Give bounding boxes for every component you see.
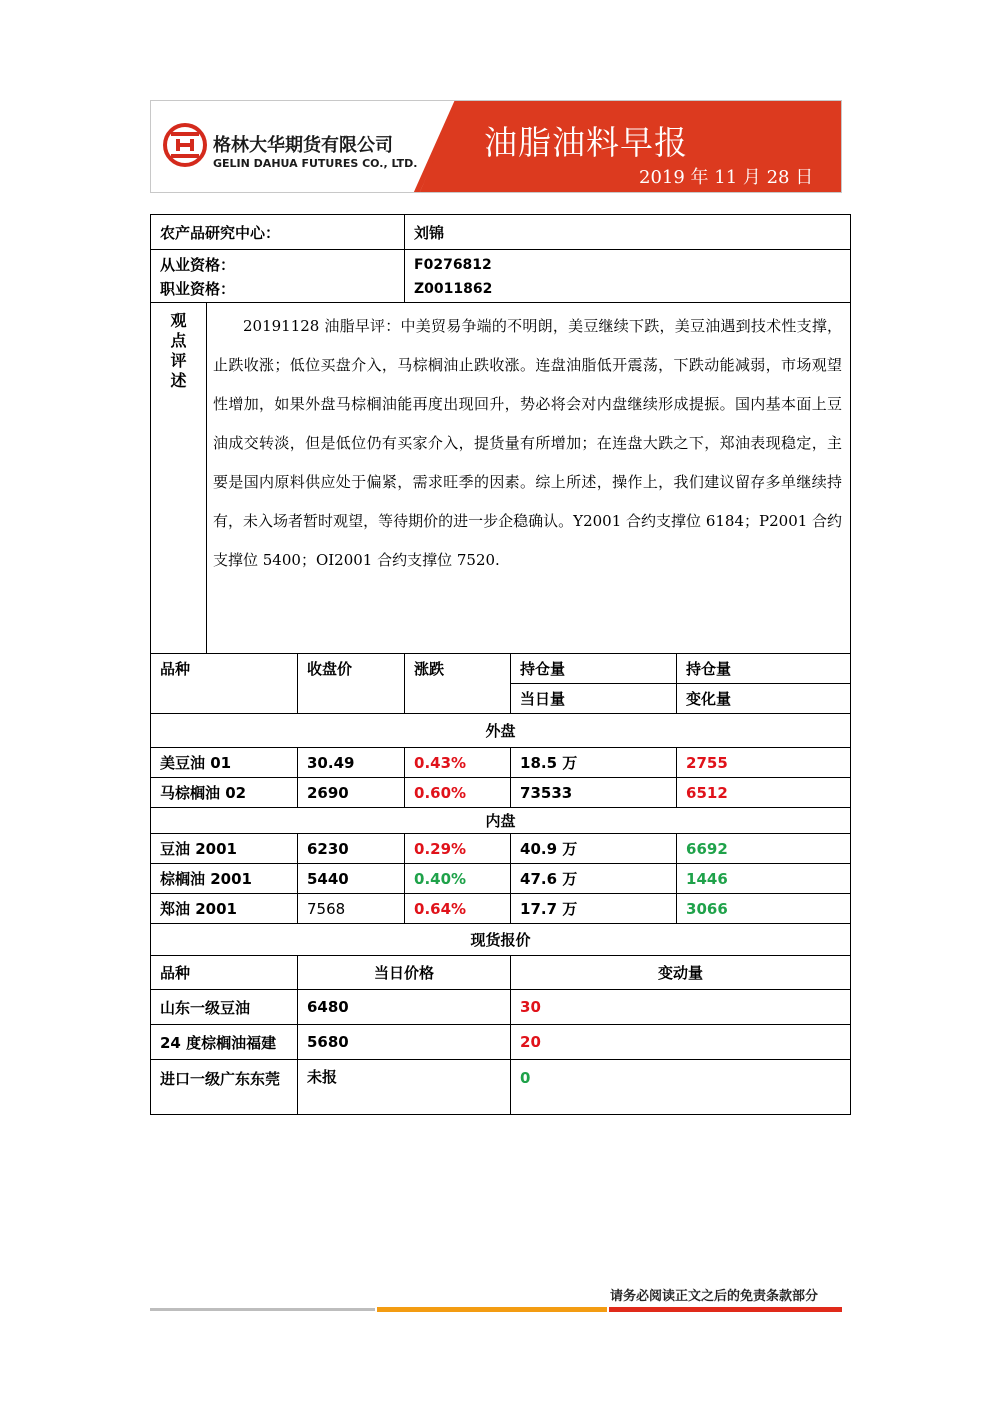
- spot-price-cell: 未报: [298, 1060, 511, 1115]
- commentary-label: 观点评述: [170, 311, 187, 390]
- qualification-label-2: 职业资格：: [160, 280, 236, 298]
- report-title: 油脂油料早报: [484, 123, 688, 162]
- footer-bar-gray: [150, 1308, 375, 1311]
- variety-cell: 郑油 2001: [151, 894, 298, 924]
- table-row: [151, 748, 851, 778]
- footer-color-bar: [150, 1307, 842, 1312]
- close-cell: 2690: [298, 778, 405, 808]
- spot-header-row: [151, 956, 851, 990]
- commentary-text: 20191128 油脂早评：中美贸易争端的不明朗，美豆继续下跌，美豆油遇到技术性支撑，止跌收涨；低位买盘介入，马棕榈油止跌收涨。连盘油脂低开震荡，下跌动能减弱，市场观望性增加，如果外盘马棕榈油能再度出现回升，势必将会对内盘继续形成提振。国内基本面上豆油成交转淡，但是低位仍有买家介入，提货量有所增加；在连盘大跌之下，郑油表现稳定，主要是国内原料供应处于偏紧，需求旺季的因素。综上所述，操作上，我们建议留存多单继续持有，未入场者暂时观望，等待期价的进一步企稳确认。Y2001 合约支撑位 6184；P2001 合约支撑位 5400；OI2001 合约支撑位 7520.: [207, 303, 851, 654]
- variety-cell: 马棕榈油 02: [151, 778, 298, 808]
- col-header-oi-1: 持仓量: [511, 654, 677, 684]
- oi-cell: 40.9 万: [511, 834, 677, 864]
- change-cell: 0.64%: [405, 894, 511, 924]
- col-header-oi-change-2: 变化量: [677, 684, 851, 714]
- qualification-value-2: Z0011862: [414, 281, 493, 297]
- disclaimer-text: 请务必阅读正文之后的免责条款部分: [610, 1289, 819, 1304]
- table-row: [151, 834, 851, 864]
- spot-variety-cell: 进口一级广东东莞: [151, 1060, 298, 1115]
- qualification-row: [151, 250, 851, 303]
- oi-change-cell: 6692: [677, 834, 851, 864]
- company-name-cn: 格林大华期货有限公司: [213, 135, 393, 156]
- oi-change-cell: 6512: [677, 778, 851, 808]
- oi-change-cell: 3066: [677, 894, 851, 924]
- table-row: [151, 894, 851, 924]
- table-row: [151, 1025, 851, 1060]
- company-logo-icon: [163, 123, 207, 167]
- analyst-name: 刘锦: [405, 215, 851, 250]
- change-cell: 0.60%: [405, 778, 511, 808]
- change-cell: 0.43%: [405, 748, 511, 778]
- col-header-change: 涨跌: [405, 654, 511, 714]
- section-label-domestic: 内盘: [151, 808, 851, 834]
- qualification-value-1: F0276812: [414, 257, 492, 273]
- oi-cell: 18.5 万: [511, 748, 677, 778]
- spot-change-cell: 0: [511, 1060, 851, 1115]
- section-domestic: [151, 808, 851, 834]
- spot-header-price: 当日价格: [298, 956, 511, 990]
- col-header-close: 收盘价: [298, 654, 405, 714]
- oi-change-cell: 1446: [677, 864, 851, 894]
- qualification-label-1: 从业资格：: [160, 256, 236, 274]
- close-cell: 30.49: [298, 748, 405, 778]
- oi-cell: 73533: [511, 778, 677, 808]
- company-name-en: GELIN DAHUA FUTURES CO., LTD.: [213, 157, 418, 170]
- table-row: [151, 864, 851, 894]
- spot-header-variety: 品种: [151, 956, 298, 990]
- section-label-overseas: 外盘: [151, 714, 851, 748]
- spot-price-cell: 6480: [298, 990, 511, 1025]
- variety-cell: 棕榈油 2001: [151, 864, 298, 894]
- report-date: 2019 年 11 月 28 日: [639, 167, 814, 188]
- change-cell: 0.40%: [405, 864, 511, 894]
- spot-change-cell: 20: [511, 1025, 851, 1060]
- oi-cell: 17.7 万: [511, 894, 677, 924]
- variety-cell: 美豆油 01: [151, 748, 298, 778]
- change-cell: 0.29%: [405, 834, 511, 864]
- spot-header-change: 变动量: [511, 956, 851, 990]
- section-overseas: [151, 714, 851, 748]
- report-table: [150, 214, 851, 1115]
- table-row: [151, 778, 851, 808]
- spot-variety-cell: 24 度棕榈油福建: [151, 1025, 298, 1060]
- col-header-variety: 品种: [151, 654, 298, 714]
- futures-header-row-1: [151, 654, 851, 684]
- oi-cell: 47.6 万: [511, 864, 677, 894]
- variety-cell: 豆油 2001: [151, 834, 298, 864]
- research-center-row: [151, 215, 851, 250]
- spot-change-cell: 30: [511, 990, 851, 1025]
- table-row: [151, 990, 851, 1025]
- footer-bar-red: [609, 1307, 842, 1312]
- section-label-spot: 现货报价: [151, 924, 851, 956]
- report-header-banner: [150, 100, 842, 193]
- close-cell: 5440: [298, 864, 405, 894]
- spot-price-cell: 5680: [298, 1025, 511, 1060]
- col-header-oi-2: 当日量: [511, 684, 677, 714]
- spot-variety-cell: 山东一级豆油: [151, 990, 298, 1025]
- section-spot: [151, 924, 851, 956]
- commentary-row: [151, 303, 851, 654]
- footer-bar-orange: [377, 1307, 607, 1312]
- research-center-label: 农产品研究中心：: [151, 215, 405, 250]
- oi-change-cell: 2755: [677, 748, 851, 778]
- close-cell: 6230: [298, 834, 405, 864]
- col-header-oi-change-1: 持仓量: [677, 654, 851, 684]
- table-row: [151, 1060, 851, 1115]
- close-cell: 7568: [298, 894, 405, 924]
